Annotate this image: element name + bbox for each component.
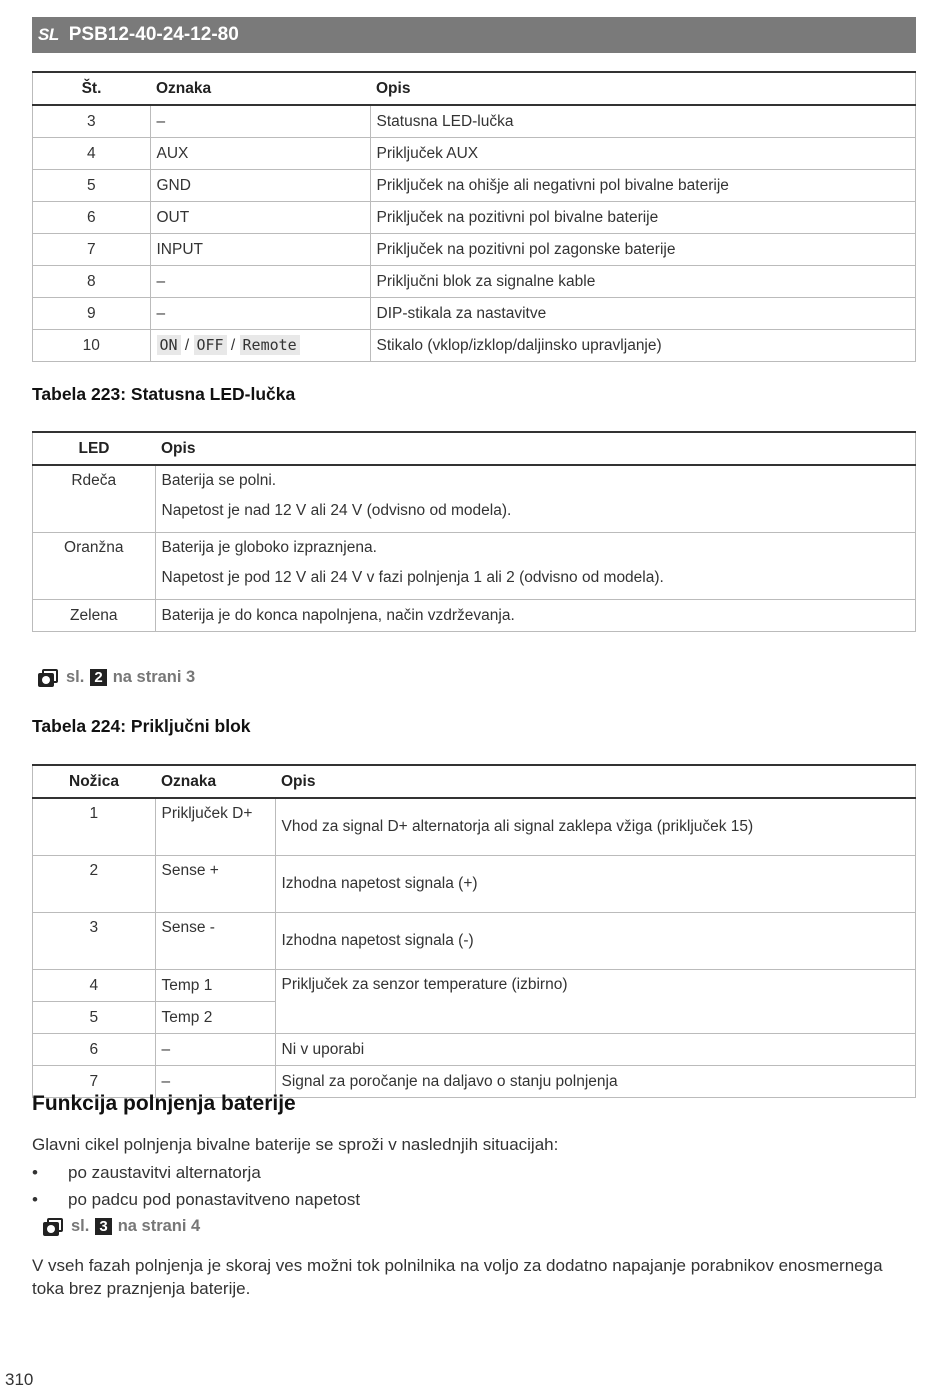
document-header [32,17,916,53]
row-label: INPUT [150,234,370,266]
row-description: Signal za poročanje na daljavo o stanju polnjenja [275,1066,916,1098]
row-description: Priključek na pozitivni pol zagonske baterije [370,234,916,266]
column-header: Nožica [33,765,156,798]
led-color: Zelena [33,600,156,632]
description-line: Napetost je nad 12 V ali 24 V (odvisno od modela). [161,502,512,519]
column-header: Št. [33,72,151,105]
row-number: 4 [33,138,151,170]
figure-page: na strani 4 [117,1217,201,1235]
list-item: • po zaustavitvi alternatorja [32,1159,360,1186]
description-line: Baterija se polni. [161,472,277,489]
table-row [33,105,916,138]
figure-page: na strani 3 [112,668,196,686]
page-number: 310 [5,1370,34,1389]
pin-label: Priključek D+ [155,798,275,856]
pin-label: Temp 2 [155,1002,275,1034]
figure-prefix: sl. [71,1217,90,1235]
row-number: 10 [33,330,151,362]
row-description: DIP-stikala za nastavitve [370,298,916,330]
table-row [33,798,916,856]
language-code: SL [38,25,59,44]
pin-label: Sense - [155,913,275,970]
table-row [33,1034,916,1066]
code-separator: / [230,337,236,354]
pin-number: 4 [33,970,156,1002]
column-header: LED [33,432,156,465]
description-line: Baterija je globoko izpraznjena. [161,539,377,556]
section-title: Funkcija polnjenja baterije [32,1092,296,1115]
pin-number: 6 [33,1034,156,1066]
table-caption: Tabela 223: Statusna LED-lučka [32,384,296,404]
row-description: Statusna LED-lučka [370,105,916,138]
table-row [33,138,916,170]
switch-code-on: ON [157,335,181,355]
led-color: Oranžna [33,533,156,600]
description-line: Napetost je pod 12 V ali 24 V v fazi polnjenja 1 ali 2 (odvisno od modela). [161,569,664,586]
row-description: Stikalo (vklop/izklop/daljinsko upravljanje) [370,330,916,362]
pin-number: 7 [33,1066,156,1098]
row-label: OUT [150,202,370,234]
row-description: Priključni blok za signalne kable [370,266,916,298]
pin-label: – [155,1034,275,1066]
column-header: Opis [155,432,916,465]
row-label: – [150,105,370,138]
row-number: 5 [33,170,151,202]
row-description [155,533,916,600]
row-label [150,330,370,362]
camera-icon [38,669,58,687]
table-row [33,913,916,970]
column-header: Oznaka [150,72,370,105]
pin-label: Sense + [155,856,275,913]
section-paragraph: V vseh fazah polnjenja je skoraj ves možni tok polnilnika na voljo za dodatno napajanje porabnikov enosmernega toka brez praznjenja baterije. [32,1256,883,1298]
table-row [33,330,916,362]
row-label: – [150,298,370,330]
section-intro: Glavni cikel polnjenja bivalne baterije se sproži v naslednjih situacijah: [32,1135,559,1154]
row-label: AUX [150,138,370,170]
figure-prefix: sl. [66,668,85,686]
terminal-block-table [32,764,916,1098]
table-header-row [33,765,916,798]
led-table [32,431,916,632]
row-description: Izhodna napetost signala (+) [275,856,916,913]
row-description: Priključek AUX [370,138,916,170]
table-row [33,970,916,1002]
row-description: Izhodna napetost signala (-) [275,913,916,970]
row-description: Ni v uporabi [275,1034,916,1066]
switch-code-off: OFF [194,335,227,355]
pin-label: Temp 1 [155,970,275,1002]
switch-code-remote: Remote [240,335,300,355]
column-header: Opis [275,765,916,798]
table-row [33,170,916,202]
bullet-list [32,1159,360,1213]
column-header: Oznaka [155,765,275,798]
figure-number: 3 [95,1218,111,1235]
row-number: 9 [33,298,151,330]
row-label: GND [150,170,370,202]
code-separator: / [184,337,190,354]
column-header: Opis [370,72,916,105]
pin-number: 5 [33,1002,156,1034]
row-label: – [150,266,370,298]
row-description: Vhod za signal D+ alternatorja ali signal zaklepa vžiga (priključek 15) [275,798,916,856]
pin-label: – [155,1066,275,1098]
row-description: Priključek na pozitivni pol bivalne baterije [370,202,916,234]
row-number: 7 [33,234,151,266]
table-row [33,266,916,298]
list-item: • po padcu pod ponastavitveno napetost [32,1186,360,1213]
pin-number: 2 [33,856,156,913]
table-header-row [33,72,916,105]
led-color: Rdeča [33,465,156,533]
table-caption: Tabela 224: Priključni blok [32,716,251,736]
row-description: Baterija je do konca napolnjena, način vzdrževanja. [155,600,916,632]
table-row [33,533,916,600]
table-row [33,202,916,234]
table-row [33,234,916,266]
row-number: 3 [33,105,151,138]
row-description: Priključek na ohišje ali negativni pol bivalne baterije [370,170,916,202]
pin-number: 3 [33,913,156,970]
model-name: PSB12-40-24-12-80 [68,24,239,45]
figure-number: 2 [90,669,106,686]
camera-icon [43,1218,63,1236]
row-number: 8 [33,266,151,298]
pin-number: 1 [33,798,156,856]
table-header-row [33,432,916,465]
figure-reference[interactable] [38,668,195,687]
parts-table [32,71,916,362]
row-number: 6 [33,202,151,234]
table-row [33,465,916,533]
figure-reference[interactable] [43,1217,200,1236]
row-description [155,465,916,533]
table-row [33,298,916,330]
table-row [33,600,916,632]
row-description: Priključek za senzor temperature (izbirno) [275,970,916,1034]
table-row [33,856,916,913]
